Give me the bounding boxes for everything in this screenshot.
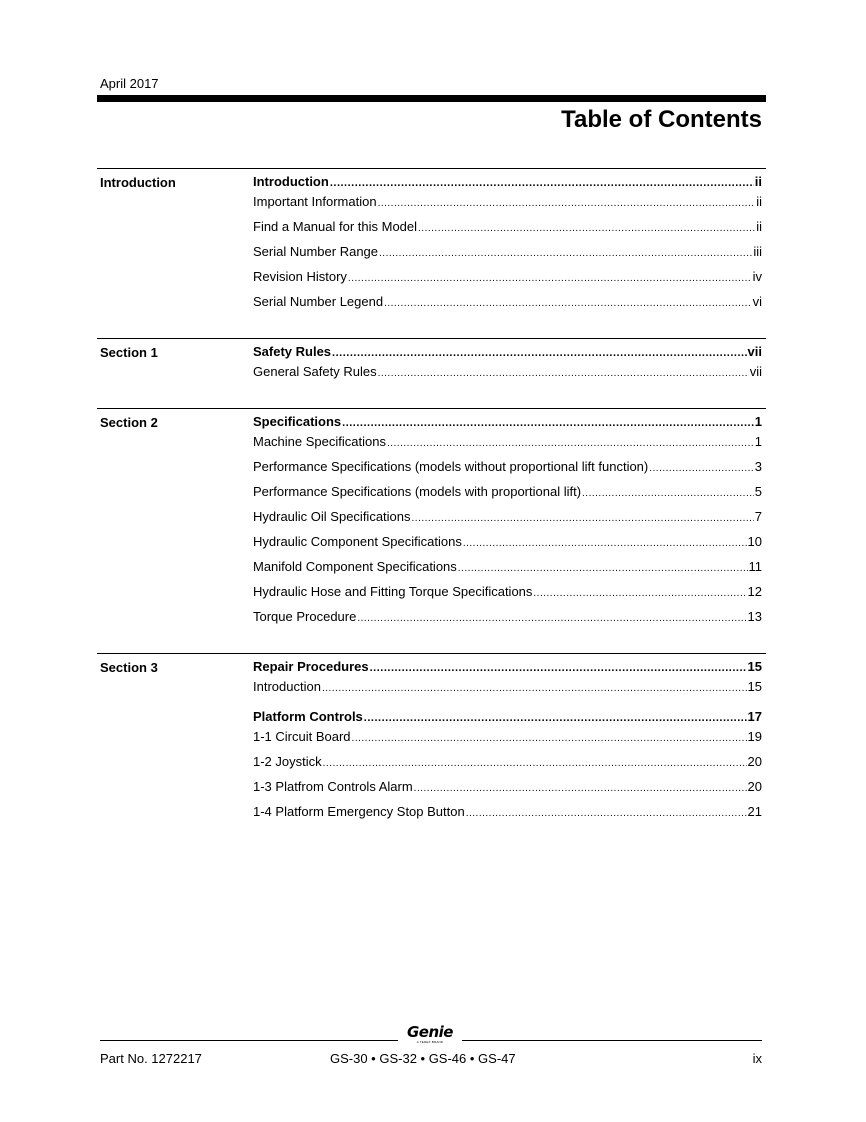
leader-dots: [418, 221, 755, 237]
entry-title: Find a Manual for this Model: [253, 219, 418, 234]
entry-page: 20: [747, 779, 762, 794]
leader-dots: [348, 271, 752, 287]
entry-title: 1-4 Platform Emergency Stop Button: [253, 804, 465, 819]
logo-tagline: A TEREX BRAND: [416, 1040, 444, 1044]
footer-part-number: Part No. 1272217: [100, 1051, 202, 1066]
toc-entry[interactable]: [253, 754, 762, 779]
entry-page: vi: [752, 294, 762, 309]
entry-page: 19: [747, 729, 762, 744]
entry-page: 7: [754, 509, 762, 524]
entry-page: 3: [754, 459, 762, 474]
entry-page: ii: [754, 174, 762, 189]
toc-section-3: [97, 653, 766, 848]
entry-title: Performance Specifications (models with proportional lift): [253, 484, 582, 499]
entry-page: iii: [753, 244, 762, 259]
toc-entries: [253, 414, 762, 634]
toc-entry[interactable]: [253, 779, 762, 804]
entry-page: 15: [747, 659, 762, 674]
leader-dots: [323, 756, 747, 772]
entry-page: vii: [747, 344, 762, 359]
toc-entry[interactable]: [253, 459, 762, 484]
toc-entry[interactable]: [253, 414, 762, 434]
entry-title: 1-2 Joystick: [253, 754, 322, 769]
entry-page: 1: [754, 414, 762, 429]
leader-dots: [387, 436, 754, 452]
entry-title: Platform Controls: [253, 709, 363, 724]
toc-entries: [253, 174, 762, 319]
toc-entry[interactable]: [253, 244, 762, 269]
toc-entry[interactable]: [253, 219, 762, 244]
entry-title: Specifications: [253, 414, 342, 429]
toc-section-1: [97, 338, 766, 408]
genie-logo: [400, 1024, 460, 1046]
leader-dots: [582, 486, 754, 502]
toc-entry[interactable]: [253, 509, 762, 534]
entry-title: Serial Number Legend: [253, 294, 384, 309]
leader-dots: [414, 781, 747, 797]
toc-entry[interactable]: [253, 729, 762, 754]
toc-entry[interactable]: [253, 584, 762, 609]
entry-title: 1-3 Platfrom Controls Alarm: [253, 779, 413, 794]
entry-page: 12: [747, 584, 762, 599]
header-date: April 2017: [100, 76, 159, 91]
toc-entry[interactable]: [253, 559, 762, 584]
footer-rule-left: [100, 1040, 398, 1041]
leader-dots: [378, 366, 749, 382]
entry-page: 10: [747, 534, 762, 549]
entry-title: Machine Specifications: [253, 434, 386, 449]
footer-page-number: ix: [752, 1051, 762, 1066]
logo-wordmark: Genie: [407, 1023, 453, 1041]
leader-dots: [370, 660, 747, 676]
entry-title: Repair Procedures: [253, 659, 369, 674]
entry-page: 20: [747, 754, 762, 769]
footer-models: GS-30 • GS-32 • GS-46 • GS-47: [330, 1051, 516, 1066]
entry-title: Introduction: [253, 679, 321, 694]
leader-dots: [412, 511, 754, 527]
entry-page: 1: [754, 434, 762, 449]
entry-title: Performance Specifications (models without proportional lift function): [253, 459, 649, 474]
leader-dots: [466, 806, 747, 822]
entry-page: iv: [752, 269, 762, 284]
header-rule: [97, 95, 766, 102]
toc-entry[interactable]: [253, 534, 762, 559]
entry-title: Safety Rules: [253, 344, 332, 359]
toc-entry[interactable]: [253, 344, 762, 364]
leader-dots: [463, 536, 747, 552]
section-label: Section 3: [100, 660, 158, 675]
toc-entry[interactable]: [253, 679, 762, 704]
toc-entry[interactable]: [253, 194, 762, 219]
entry-page: ii: [756, 219, 762, 234]
leader-dots: [384, 296, 752, 312]
toc-section-introduction: [97, 168, 766, 338]
toc-entry[interactable]: [253, 364, 762, 389]
entry-title: Torque Procedure: [253, 609, 357, 624]
section-label: Introduction: [100, 175, 176, 190]
entry-page: ii: [756, 194, 762, 209]
leader-dots: [649, 461, 754, 477]
entry-title: General Safety Rules: [253, 364, 377, 379]
toc-entry[interactable]: [253, 709, 762, 729]
entry-title: Hydraulic Component Specifications: [253, 534, 462, 549]
toc-entries: [253, 344, 762, 389]
section-label: Section 2: [100, 415, 158, 430]
entry-title: Manifold Component Specifications: [253, 559, 457, 574]
entry-page: 11: [748, 559, 762, 574]
entry-page: vii: [749, 364, 762, 379]
leader-dots: [533, 586, 746, 602]
leader-dots: [322, 681, 747, 697]
toc-entry[interactable]: [253, 609, 762, 634]
toc-entry[interactable]: [253, 269, 762, 294]
entry-title: Revision History: [253, 269, 347, 284]
footer-rule-right: [462, 1040, 762, 1041]
toc-entries: [253, 659, 762, 829]
entry-page: 15: [747, 679, 762, 694]
entry-title: Introduction: [253, 174, 329, 189]
entry-title: Hydraulic Oil Specifications: [253, 509, 411, 524]
entry-page: 17: [747, 709, 762, 724]
leader-dots: [458, 561, 748, 577]
toc-entry[interactable]: [253, 434, 762, 459]
toc-entry[interactable]: [253, 174, 762, 194]
leader-dots: [332, 345, 746, 361]
entry-title: Important Information: [253, 194, 377, 209]
entry-page: 5: [754, 484, 762, 499]
toc-entry[interactable]: [253, 484, 762, 509]
toc-entry[interactable]: [253, 804, 762, 829]
toc-entry[interactable]: [253, 294, 762, 319]
toc-section-2: [97, 408, 766, 653]
leader-dots: [357, 611, 746, 627]
section-label: Section 1: [100, 345, 158, 360]
entry-page: 21: [747, 804, 762, 819]
leader-dots: [352, 731, 747, 747]
page-title: Table of Contents: [561, 106, 762, 133]
leader-dots: [364, 710, 747, 726]
table-of-contents: [97, 168, 766, 848]
leader-dots: [379, 246, 752, 262]
leader-dots: [330, 175, 754, 191]
entry-title: Hydraulic Hose and Fitting Torque Specifications: [253, 584, 533, 599]
toc-entry[interactable]: [253, 659, 762, 679]
entry-title: Serial Number Range: [253, 244, 379, 259]
leader-dots: [378, 196, 756, 212]
leader-dots: [342, 415, 754, 431]
entry-page: 13: [747, 609, 762, 624]
entry-title: 1-1 Circuit Board: [253, 729, 351, 744]
